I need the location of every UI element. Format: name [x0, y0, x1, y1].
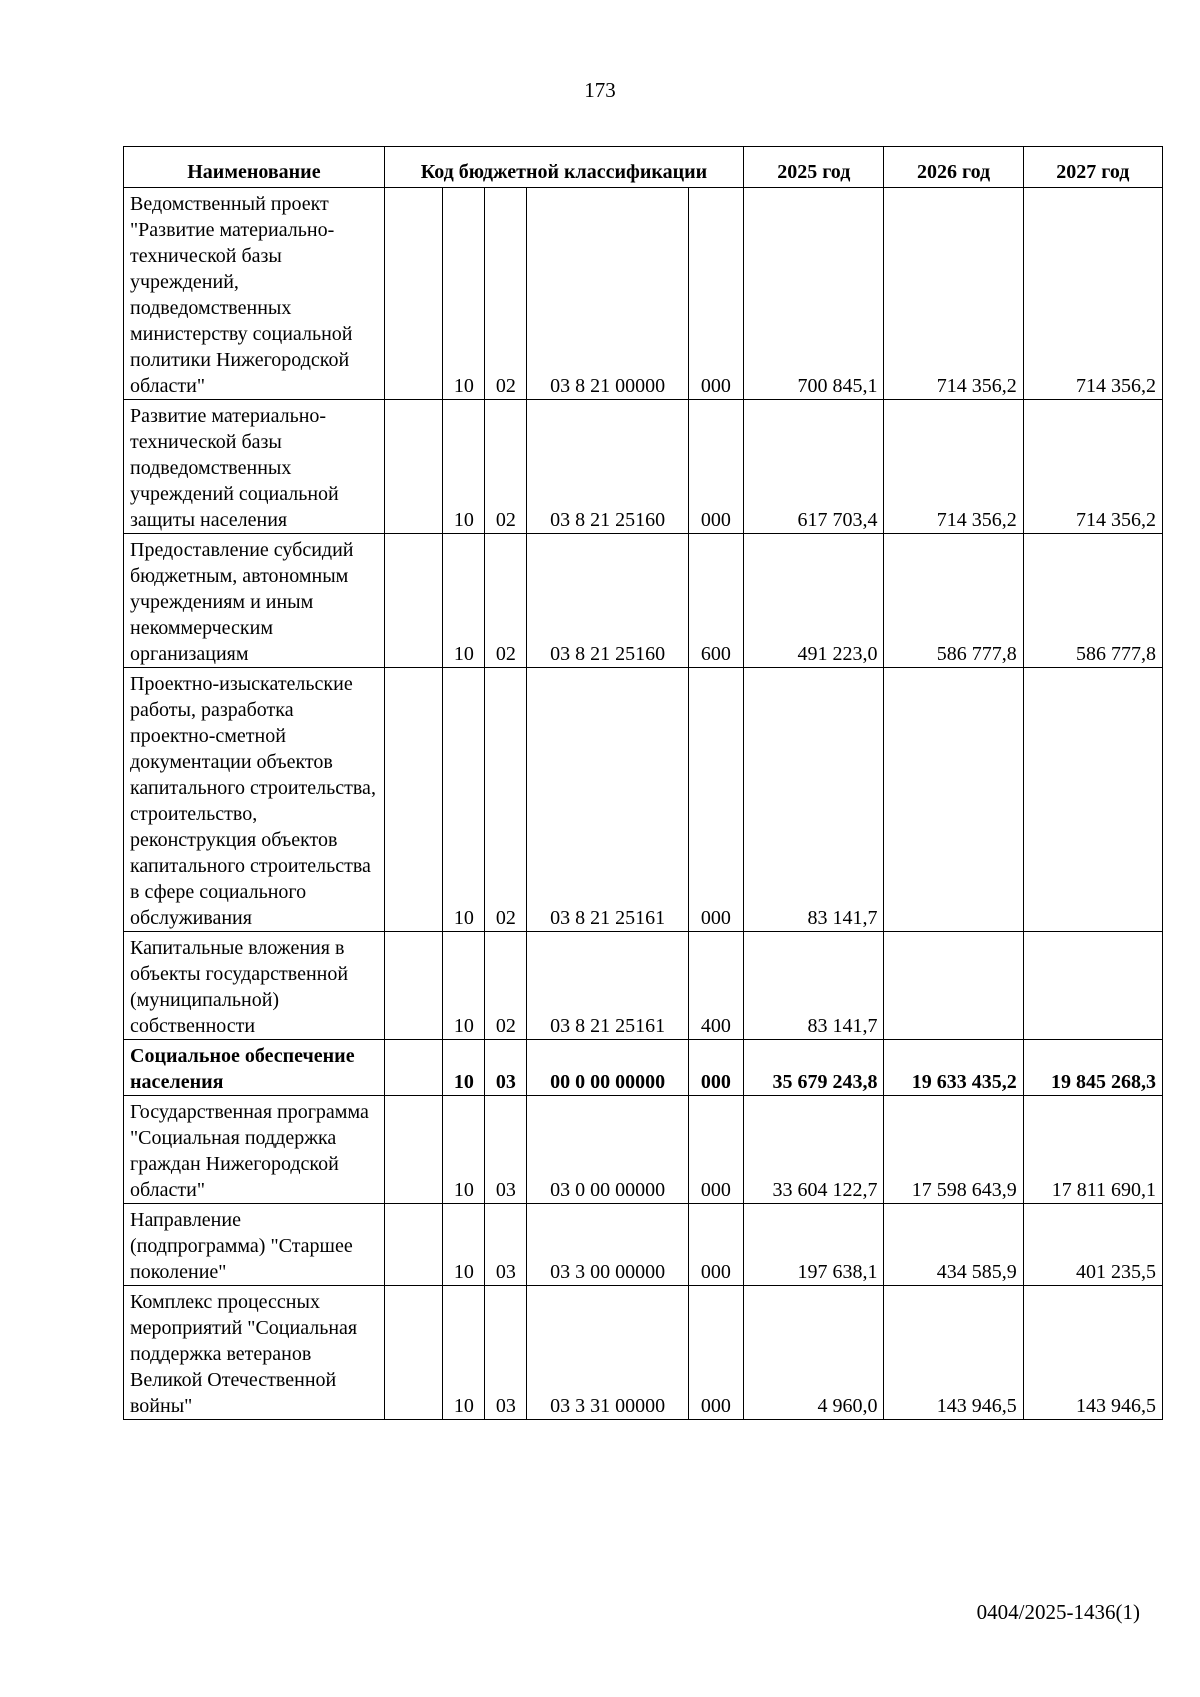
table-row — [124, 932, 1163, 1040]
header-2027: 2027 год — [1023, 147, 1162, 188]
row-2025: 33 604 122,7 — [744, 1096, 884, 1204]
row-type: 000 — [688, 1096, 743, 1204]
row-section: 10 — [443, 1040, 485, 1096]
row-type: 600 — [688, 534, 743, 668]
row-2026: 434 585,9 — [884, 1204, 1023, 1286]
row-type: 000 — [688, 1286, 743, 1420]
table-row — [124, 534, 1163, 668]
row-2025: 4 960,0 — [744, 1286, 884, 1420]
row-type: 000 — [688, 188, 743, 400]
row-2025: 491 223,0 — [744, 534, 884, 668]
row-type: 000 — [688, 668, 743, 932]
row-2026: 143 946,5 — [884, 1286, 1023, 1420]
row-section: 10 — [443, 668, 485, 932]
row-2025: 35 679 243,8 — [744, 1040, 884, 1096]
row-target: 03 8 21 00000 — [527, 188, 688, 400]
row-name: Комплекс процессных мероприятий "Социальная поддержка ветеранов Великой Отечественной войны" — [124, 1286, 385, 1420]
header-2025: 2025 год — [744, 147, 884, 188]
row-subsection: 02 — [485, 668, 527, 932]
row-2026: 19 633 435,2 — [884, 1040, 1023, 1096]
row-type: 000 — [688, 1040, 743, 1096]
row-type: 400 — [688, 932, 743, 1040]
row-target: 03 8 21 25160 — [527, 534, 688, 668]
row-name: Направление (подпрограмма) "Старшее поколение" — [124, 1204, 385, 1286]
row-name: Государственная программа "Социальная поддержка граждан Нижегородской области" — [124, 1096, 385, 1204]
row-2027 — [1023, 668, 1162, 932]
row-2027: 19 845 268,3 — [1023, 1040, 1162, 1096]
header-name: Наименование — [124, 147, 385, 188]
header-code: Код бюджетной классификации — [384, 147, 743, 188]
row-section: 10 — [443, 534, 485, 668]
table-row — [124, 1204, 1163, 1286]
row-section: 10 — [443, 400, 485, 534]
row-2025: 617 703,4 — [744, 400, 884, 534]
row-subsection: 03 — [485, 1286, 527, 1420]
table-row — [124, 1096, 1163, 1204]
row-section: 10 — [443, 188, 485, 400]
budget-table — [123, 146, 1163, 1420]
row-target: 03 3 31 00000 — [527, 1286, 688, 1420]
row-subsection: 03 — [485, 1204, 527, 1286]
row-name: Ведомственный проект "Развитие материально-технической базы учреждений, подведомственных министерству социальной политики Нижегородской области" — [124, 188, 385, 400]
row-2026 — [884, 668, 1023, 932]
row-blank-cell — [384, 1096, 443, 1204]
row-target: 03 8 21 25161 — [527, 932, 688, 1040]
table-row — [124, 188, 1163, 400]
row-2027: 143 946,5 — [1023, 1286, 1162, 1420]
row-name: Развитие материально-технической базы подведомственных учреждений социальной защиты населения — [124, 400, 385, 534]
row-blank-cell — [384, 400, 443, 534]
row-2026 — [884, 932, 1023, 1040]
row-subsection: 03 — [485, 1096, 527, 1204]
row-blank-cell — [384, 188, 443, 400]
row-name: Капитальные вложения в объекты государственной (муниципальной) собственности — [124, 932, 385, 1040]
header-2026: 2026 год — [884, 147, 1023, 188]
row-blank-cell — [384, 1040, 443, 1096]
row-2026: 17 598 643,9 — [884, 1096, 1023, 1204]
row-2026: 714 356,2 — [884, 400, 1023, 534]
row-2025: 197 638,1 — [744, 1204, 884, 1286]
row-name: Социальное обеспечение населения — [124, 1040, 385, 1096]
row-target: 03 8 21 25160 — [527, 400, 688, 534]
row-subsection: 02 — [485, 932, 527, 1040]
row-2027: 401 235,5 — [1023, 1204, 1162, 1286]
row-type: 000 — [688, 400, 743, 534]
row-blank-cell — [384, 1286, 443, 1420]
row-2025: 83 141,7 — [744, 668, 884, 932]
row-target: 03 3 00 00000 — [527, 1204, 688, 1286]
row-subsection: 02 — [485, 534, 527, 668]
row-subsection: 03 — [485, 1040, 527, 1096]
row-subsection: 02 — [485, 400, 527, 534]
row-2026: 586 777,8 — [884, 534, 1023, 668]
row-target: 03 0 00 00000 — [527, 1096, 688, 1204]
row-target: 03 8 21 25161 — [527, 668, 688, 932]
table-header-row — [124, 147, 1163, 188]
row-blank-cell — [384, 932, 443, 1040]
row-2026: 714 356,2 — [884, 188, 1023, 400]
row-2027: 586 777,8 — [1023, 534, 1162, 668]
table-row — [124, 1286, 1163, 1420]
row-type: 000 — [688, 1204, 743, 1286]
row-subsection: 02 — [485, 188, 527, 400]
row-name: Предоставление субсидий бюджетным, автономным учреждениям и иным некоммерческим организациям — [124, 534, 385, 668]
table-row — [124, 668, 1163, 932]
row-section: 10 — [443, 1204, 485, 1286]
row-blank-cell — [384, 1204, 443, 1286]
row-blank-cell — [384, 668, 443, 932]
row-section: 10 — [443, 1286, 485, 1420]
row-2025: 700 845,1 — [744, 188, 884, 400]
row-name: Проектно-изыскательские работы, разработка проектно-сметной документации объектов капитального строительства, строительство, реконструкция объектов капитального строительства в сфере социального обслуживания — [124, 668, 385, 932]
row-target: 00 0 00 00000 — [527, 1040, 688, 1096]
row-section: 10 — [443, 1096, 485, 1204]
page-number: 173 — [584, 78, 616, 102]
row-2027 — [1023, 932, 1162, 1040]
row-2025: 83 141,7 — [744, 932, 884, 1040]
row-blank-cell — [384, 534, 443, 668]
document-code: 0404/2025-1436(1) — [976, 1600, 1140, 1624]
row-2027: 714 356,2 — [1023, 188, 1162, 400]
row-section: 10 — [443, 932, 485, 1040]
table-row — [124, 1040, 1163, 1096]
row-2027: 714 356,2 — [1023, 400, 1162, 534]
table-row — [124, 400, 1163, 534]
row-2027: 17 811 690,1 — [1023, 1096, 1162, 1204]
